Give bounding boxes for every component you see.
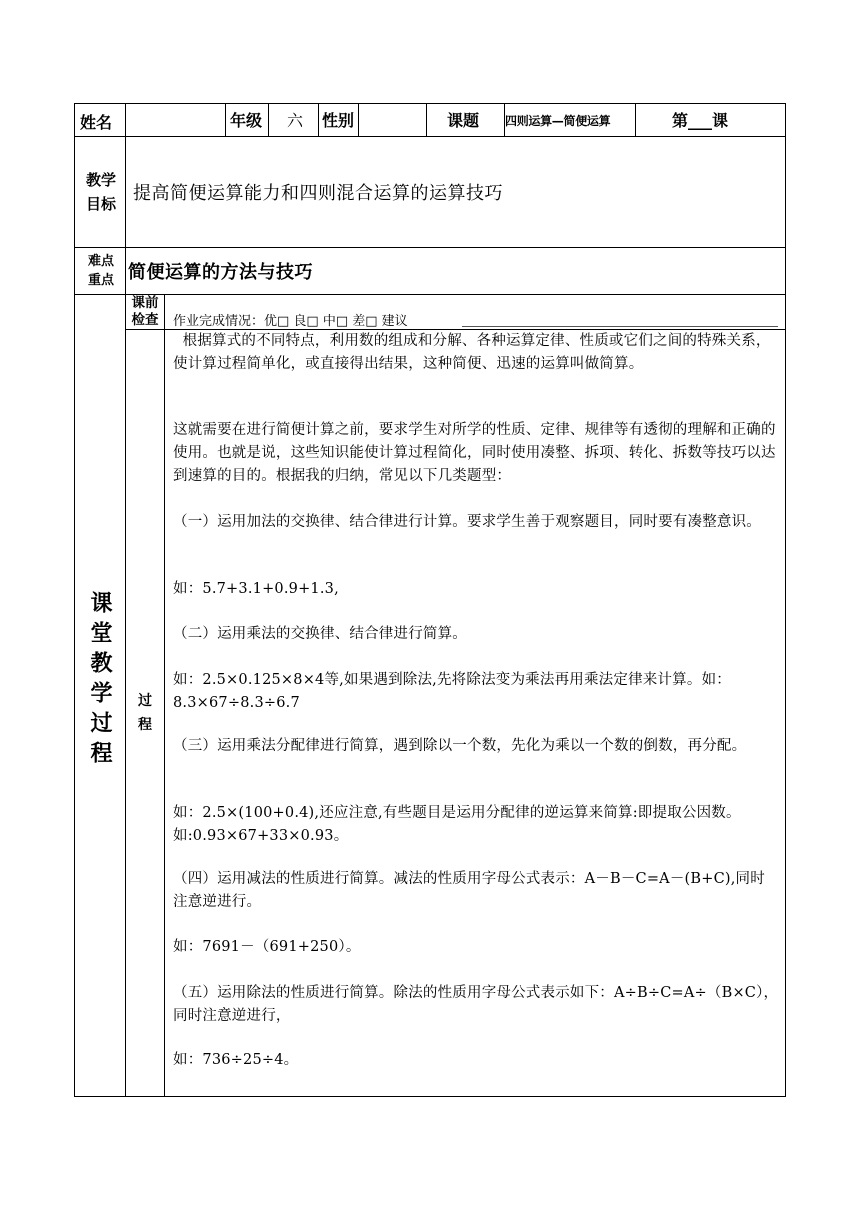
table-border-bottom — [74, 1096, 786, 1097]
check-label: 课前 检查 — [131, 295, 159, 328]
example-five: 如：736÷25÷4。 — [173, 1052, 299, 1068]
name-value[interactable] — [126, 104, 225, 136]
topic-label: 课题 — [447, 111, 480, 130]
process-section-label: 课堂教学过程 — [87, 591, 112, 771]
col-divider — [635, 103, 636, 137]
gender-value[interactable] — [359, 104, 426, 136]
suggestion-underline — [462, 326, 778, 327]
col-divider — [318, 103, 319, 137]
explanation-paragraph: 这就需要在进行简便计算之前，要求学生对所学的性质、定律、规律等有透彻的理解和正确的使用。也就是说，这些知识能使计算过程简化，同时使用凑整、拆项、转化、拆数等技巧以达到速算的目的。根据我的归纳，常见以下几类题型： — [173, 422, 776, 484]
goal-text: 提高简便运算能力和四则混合运算的运算技巧 — [133, 183, 503, 204]
grade-label: 年级 — [230, 111, 263, 130]
lesson-plan-table — [74, 103, 786, 1097]
gender-label: 性别 — [322, 111, 355, 130]
example-three: 如：2.5×(100+0.4),还应注意,有些题目是运用分配律的逆运算来简算:即提取公因数。如:0.93×67+33×0.93。 — [173, 805, 741, 844]
col-divider — [268, 103, 269, 137]
name-label: 姓名 — [80, 112, 113, 132]
example-one: 如：5.7+3.1+0.9+1.3, — [173, 581, 339, 597]
rule-five: （五）运用除法的性质进行简算。除法的性质用字母公式表示如下：A÷B÷C=A÷（B×C），同时注意逆进行， — [173, 985, 779, 1024]
row-divider — [74, 294, 786, 295]
table-border-right — [785, 103, 786, 1097]
topic-value: 四则运算—简便运算 — [505, 114, 611, 128]
key-label: 难点 重点 — [87, 254, 114, 288]
key-text: 简便运算的方法与技巧 — [128, 262, 313, 283]
rule-four: （四）运用减法的性质进行简算。减法的性质用字母公式表示：A－B－C=A－(B+C),同时注意逆进行。 — [173, 871, 765, 910]
col-divider — [426, 103, 427, 137]
example-two: 如：2.5×0.125×8×4等,如果遇到除法,先将除法变为乘法再用乘法定律来计算。如：8.3×67÷8.3÷6.7 — [173, 672, 731, 711]
lesson-number: 第___课 — [672, 111, 729, 130]
check-text: 作业完成情况：优□ 良□ 中□ 差□ 建议 — [173, 313, 408, 329]
rule-one: （一）运用加法的交换律、结合律进行计算。要求学生善于观察题目，同时要有凑整意识。 — [173, 514, 761, 530]
grade-value: 六 — [287, 111, 304, 130]
example-four: 如：7691－（691+250）。 — [173, 939, 361, 955]
rule-two: （二）运用乘法的交换律、结合律进行简算。 — [173, 626, 467, 642]
col-divider — [164, 294, 165, 1097]
intro-paragraph: 根据算式的不同特点，利用数的组成和分解、各种运算定律、性质或它们之间的特殊关系，使计算过程简单化，或直接得出结果，这种简便、迅速的运算叫做简算。 — [173, 333, 771, 372]
col-divider — [225, 103, 226, 137]
goal-label: 教学 目标 — [85, 171, 116, 213]
col-divider — [125, 103, 126, 1097]
process-sub-label: 过 程 — [138, 693, 152, 733]
rule-three: （三）运用乘法分配律进行简算，遇到除以一个数，先化为乘以一个数的倒数，再分配。 — [173, 738, 747, 754]
